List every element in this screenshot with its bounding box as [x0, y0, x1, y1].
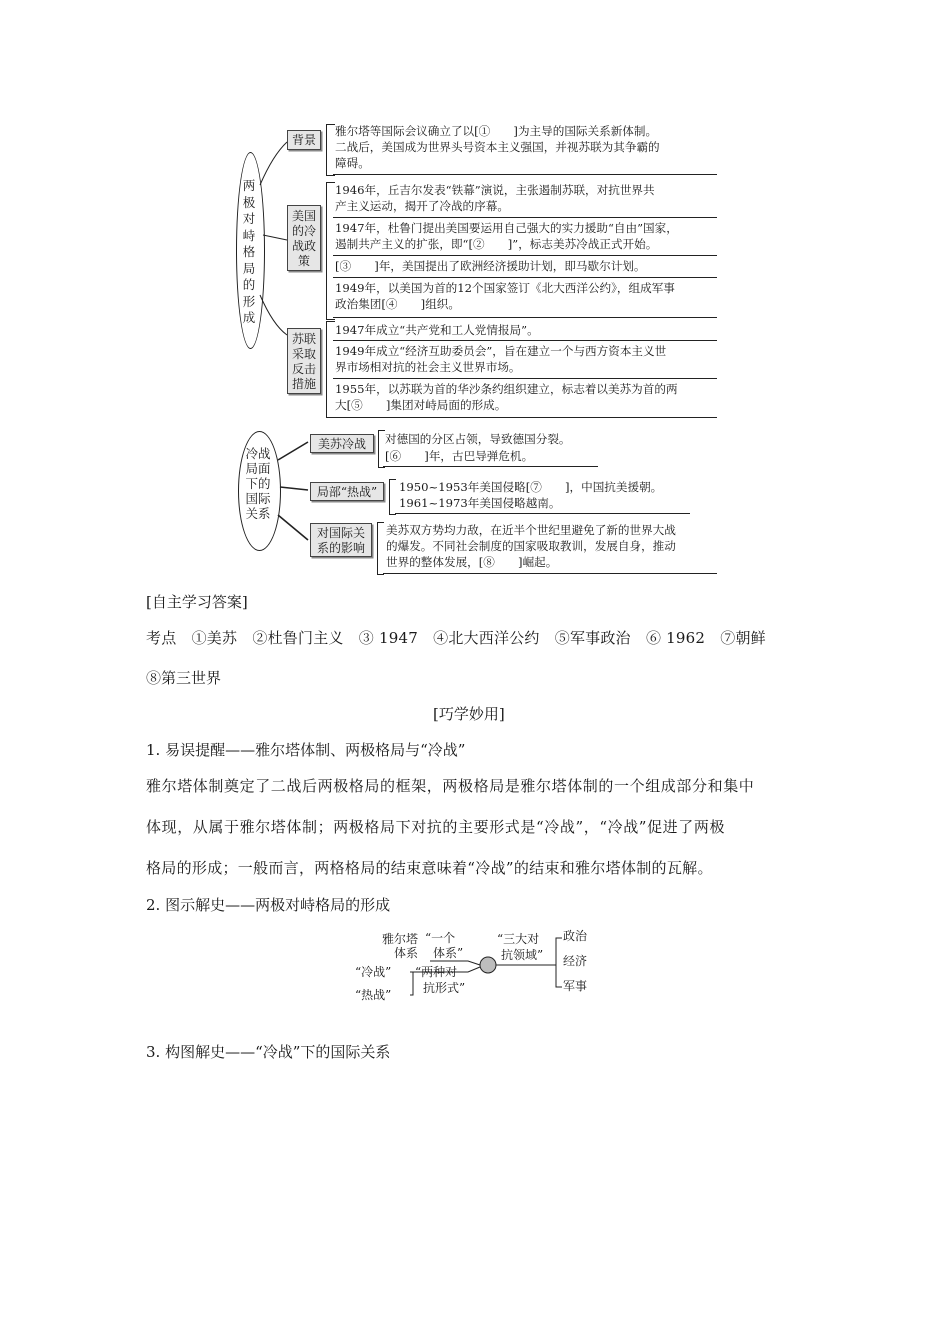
section2-title-segment: 冷战	[245, 446, 271, 461]
background-label: 背景	[291, 133, 316, 147]
three-fields-label-2: 抗领域”	[501, 948, 544, 962]
cold-war-label: “冷战”	[355, 965, 392, 979]
local-hotwar-label-box	[310, 482, 384, 501]
section2-title-segment: 国际	[245, 491, 271, 506]
point2-heading: 2. 图示解史——两极对峙格局的形成	[146, 896, 391, 914]
section1-title: 两极对峙格局的形成	[242, 178, 256, 325]
point3-heading: 3. 构图解史——“冷战”下的国际关系	[146, 1043, 391, 1061]
yalta-label: 雅尔塔	[382, 932, 419, 946]
impact-line-2: 的爆发。不同社会制度的国家吸取教训，发展自身，推动	[386, 539, 676, 553]
us-policy-nato-line-2: 政治集团[④ ]组织。	[335, 297, 460, 311]
economy-label: 经济	[563, 954, 588, 968]
section2-title-segment: 下的	[245, 476, 271, 491]
background-underline	[333, 174, 717, 175]
point1-line-3: 格局的形成；一般而言，两格格局的结束意味着“冷战”的结束和雅尔塔体制的瓦解。	[146, 859, 713, 877]
ussr-1949-underline	[333, 378, 717, 379]
answers-heading: [自主学习答案]	[146, 593, 248, 611]
ussr-1955-line-2: 大[⑤ ]集团对峙局面的形成。	[335, 398, 507, 412]
yalta-system-label: 体系	[394, 946, 419, 960]
section2-title-segment: 局面	[245, 461, 271, 476]
impact-line-3: 世界的整体发展，[⑧ ]崛起。	[386, 555, 558, 569]
point1-line-2: 体现，从属于雅尔塔体制；两极格局下对抗的主要形式是“冷战”，“冷战”促进了两极	[146, 818, 726, 836]
ussr-response-label: 苏联采取反击措施	[291, 332, 316, 391]
us-ussr-coldwar-label: 美苏冷战	[317, 437, 366, 451]
section2-title-segment: 关系	[245, 506, 271, 521]
impact-underline	[383, 573, 717, 574]
ussr-response-label-box	[287, 328, 321, 394]
background-line-3: 障碍。	[335, 156, 370, 170]
local-hotwar-bracket	[389, 479, 396, 515]
us-policy-1947-line-2: 遏制共产主义的扩张，即“[② ]”，标志美苏冷战正式开始。	[335, 237, 658, 251]
answers-line-2: ⑧第三世界	[146, 669, 222, 687]
us-policy-nato-underline	[333, 317, 717, 318]
germany-division-line: 对德国的分区占领，导致德国分裂。	[385, 432, 571, 446]
background-bracket	[326, 124, 335, 176]
one-system-label-2: 体系”	[433, 946, 464, 960]
us-policy-1947-line-1: 1947年，杜鲁门提出美国要运用自己强大的实力援助“自由”国家，	[335, 221, 678, 235]
impact-label: 对国际关系的影响	[316, 526, 365, 555]
ussr-1949-line-2: 界市场相对抗的社会主义世界市场。	[335, 360, 521, 374]
three-fields-label-1: “三大对	[497, 932, 540, 946]
hot-war-label: “热战”	[355, 988, 392, 1002]
us-ussr-coldwar-label-box	[310, 434, 374, 453]
us-policy-1946-line-1: 1946年，丘吉尔发表“铁幕”演说，主张遏制苏联，对抗世界共	[335, 183, 655, 197]
background-line-1: 雅尔塔等国际会议确立了以[① ]为主导的国际关系新体制。	[335, 124, 658, 138]
us-policy-1946-line-2: 产主义运动，揭开了冷战的序幕。	[335, 199, 509, 213]
impact-label-box	[310, 523, 372, 557]
two-forms-label-1: “两种对	[415, 965, 458, 979]
vietnam-war-line: 1961~1973年美国侵略越南。	[399, 496, 561, 510]
local-hotwar-underline	[395, 513, 690, 514]
us-ussr-coldwar-bracket	[378, 430, 385, 468]
us-policy-label: 美国的冷战政策	[291, 209, 316, 268]
us-policy-marshall-underline	[333, 277, 717, 278]
section2-connectors	[275, 430, 315, 560]
point1-heading: 1. 易误提醒——雅尔塔体制、两极格局与“冷战”	[146, 741, 466, 759]
us-policy-marshall-line: [③ ]年，美国提出了欧洲经济援助计划，即马歇尔计划。	[335, 259, 646, 273]
military-label: 军事	[563, 979, 588, 993]
answers-line-1: 考点 ①美苏 ②杜鲁门主义 ③ 1947 ④北大西洋公约 ⑤军事政治 ⑥ 1962 ⑦朝鲜	[146, 629, 766, 647]
background-label-box	[287, 130, 321, 150]
cuban-crisis-line: [⑥ ]年，古巴导弹危机。	[385, 449, 534, 463]
ussr-1955-underline	[333, 417, 717, 418]
impact-bracket	[377, 522, 384, 575]
korea-war-line: 1950~1953年美国侵略[⑦ ]，中国抗美援朝。	[399, 480, 663, 494]
ussr-1947-underline	[333, 340, 717, 341]
ussr-response-bracket	[326, 321, 335, 418]
us-policy-label-box	[287, 205, 321, 271]
politics-label: 政治	[563, 929, 588, 943]
ussr-1949-line-1: 1949年成立“经济互助委员会”，旨在建立一个与西方资本主义世	[335, 344, 667, 358]
local-hotwar-label: 局部“热战”	[316, 485, 378, 499]
us-policy-nato-line-1: 1949年，以美国为首的12个国家签订《北大西洋公约》，组成军事	[335, 281, 675, 295]
impact-line-1: 美苏双方势均力敌，在近半个世纪里避免了新的世界大战	[386, 523, 676, 537]
ussr-1947-line: 1947年成立“共产党和工人党情报局”。	[335, 323, 539, 337]
bipolar-connectors	[380, 925, 580, 1010]
two-forms-label-2: 抗形式”	[423, 981, 466, 995]
us-ussr-coldwar-underline	[383, 466, 598, 467]
one-system-label-1: “一个	[425, 931, 456, 945]
us-policy-1947-underline	[333, 255, 717, 256]
us-policy-bracket	[326, 182, 335, 320]
us-policy-1946-underline	[333, 217, 717, 218]
background-line-2: 二战后，美国成为世界头号资本主义强国，并视苏联为其争霸的	[335, 140, 660, 154]
point1-line-1: 雅尔塔体制奠定了二战后两极格局的框架，两极格局是雅尔塔体制的一个组成部分和集中	[146, 777, 755, 795]
ussr-1955-line-1: 1955年，以苏联为首的华沙条约组织建立，标志着以美苏为首的两	[335, 382, 678, 396]
section-title: [巧学妙用]	[433, 705, 505, 723]
section2-title	[242, 446, 274, 521]
